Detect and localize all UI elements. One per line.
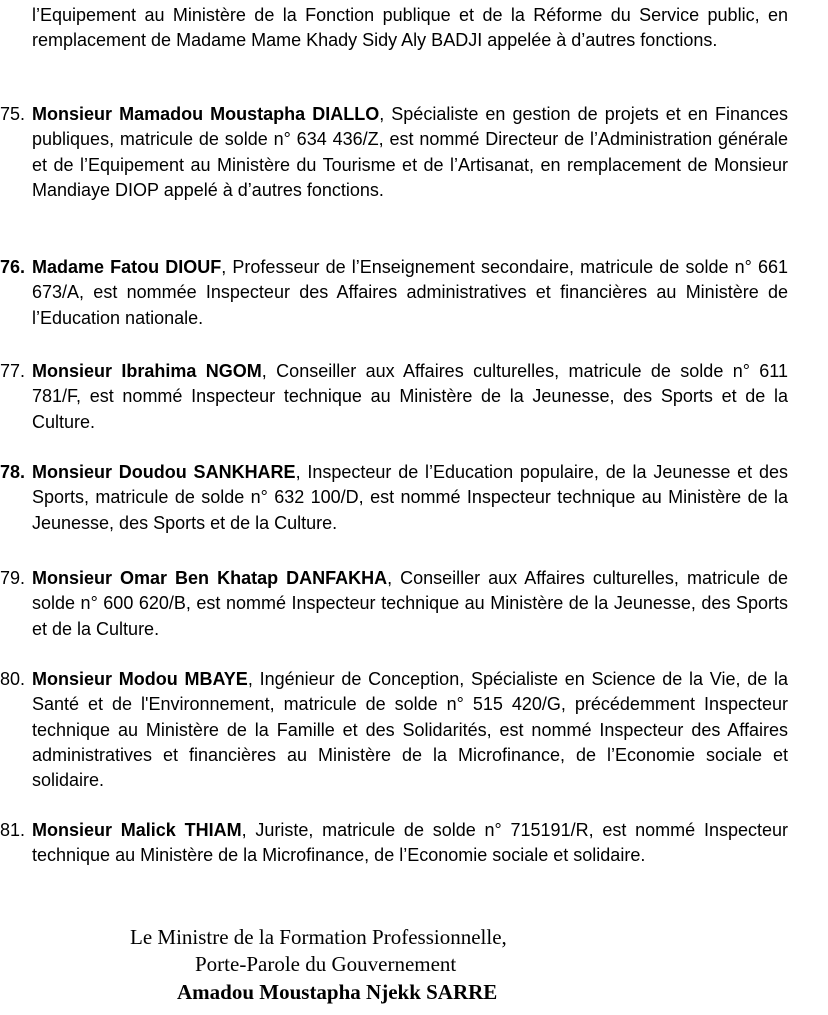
appointee-name: Monsieur Modou MBAYE [32,669,248,689]
item-text [32,102,788,203]
item-number: 75. [0,104,26,124]
item-number: 80. [0,669,26,689]
appointment-details: , Spécialiste en gestion de projets et en Finances publiques, matricule de solde n° 634 436/Z, est nommé Directeur de l’Administration générale et de l’Equipement au Ministère du Tourisme et de l’Artisanat, en remplacement de Monsieur Mandiaye DIOP appelé à d’autres fonctions. [32,104,788,200]
appointment-details: , Inspecteur de l’Education populaire, de la Jeunesse et des Sports, matricule de solde n° 632 100/D, est nommé Inspecteur technique au Ministère de la Jeunesse, des Sports et de la Culture. [32,462,788,533]
signatory-name: Amadou Moustapha Njekk SARRE [177,980,498,1004]
appointee-name: Monsieur Omar Ben Khatap DANFAKHA [32,568,388,588]
appointment-item-75 [0,102,788,203]
appointment-details: , Conseiller aux Affaires culturelles, matricule de solde n° 611 781/F, est nommé Inspecteur technique au Ministère de la Jeunesse, des Sports et de la Culture. [32,361,788,432]
appointment-details: , Conseiller aux Affaires culturelles, matricule de solde n° 600 620/B, est nommé Inspecteur technique au Ministère de la Jeunesse, des Sports et de la Culture. [32,568,789,639]
appointment-details: , Ingénieur de Conception, Spécialiste en Science de la Vie, de la Santé et de l'Environnement, matricule de solde n° 515 420/G, précédemment Inspecteur technique au Ministère de la Famille et des Solidarités, est nommé Inspecteur des Affaires administratives et financières au Ministère de la Microfinance, de l’Economie sociale et solidaire. [32,669,789,791]
item-text [32,359,788,435]
item-number: 79. [0,568,26,588]
continuation-paragraph: l’Equipement au Ministère de la Fonction publique et de la Réforme du Service public, en remplacement de Madame Mame Khady Sidy Aly BADJI appelée à d’autres fonctions. [32,5,788,50]
appointee-name: Monsieur Doudou SANKHARE [32,462,296,482]
item-number: 77. [0,361,26,381]
item-text [32,667,788,793]
appointment-item-78 [0,460,788,536]
appointment-details: , Juriste, matricule de solde n° 715191/R, est nommé Inspecteur technique au Ministère de la Microfinance, de l’Economie sociale et solidaire. [32,820,788,866]
item-text [32,460,788,536]
appointee-name: Monsieur Mamadou Moustapha DIALLO [32,104,380,124]
appointment-item-81 [0,818,788,869]
appointee-name: Madame Fatou DIOUF [32,257,222,277]
item-text [32,255,788,331]
appointment-item-76 [0,255,788,331]
appointment-item-80 [0,667,788,793]
item-number: 81. [0,820,26,840]
appointee-name: Monsieur Ibrahima NGOM [32,361,262,381]
appointment-item-77 [0,359,788,435]
item-number: 78. [0,462,26,482]
appointment-item-79 [0,566,788,642]
item-number: 76. [0,257,26,277]
item-text [32,818,788,869]
appointee-name: Monsieur Malick THIAM [32,820,242,840]
signature-title-line2: Porte-Parole du Gouvernement [195,952,457,976]
item-text [32,566,788,642]
appointment-details: , Professeur de l’Enseignement secondaire, matricule de solde n° 661 673/A, est nommée Inspecteur des Affaires administratives et financières au Ministère de l’Education nationale. [32,257,788,328]
signature-title-line1: Le Ministre de la Formation Professionnelle, [130,925,507,949]
